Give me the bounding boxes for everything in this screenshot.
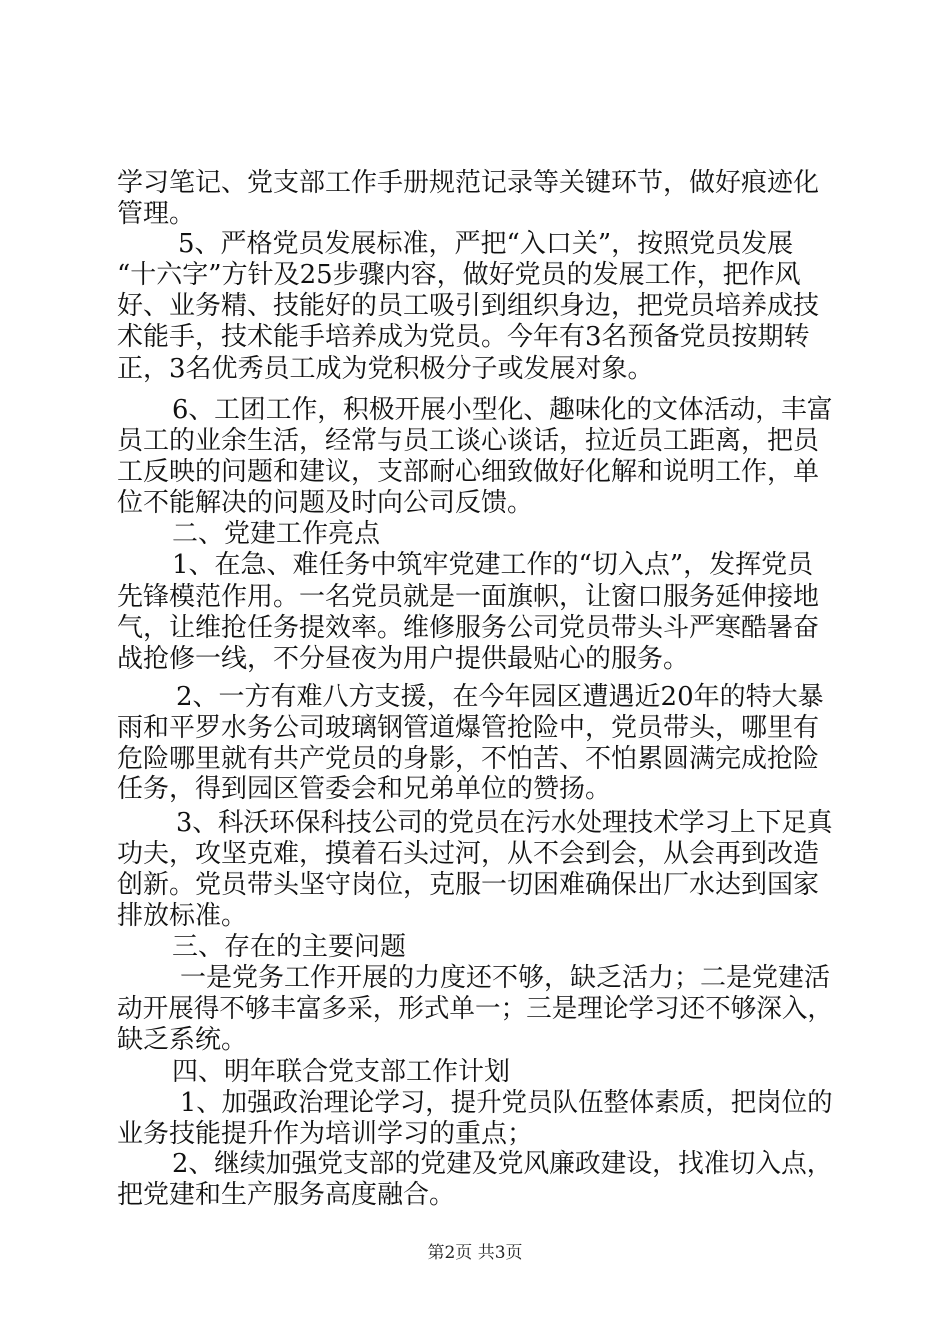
text-line: 位不能解决的问题及时向公司反馈。	[117, 488, 534, 518]
text-line: 功夫，攻坚克难，摸着石头过河，从不会到会，从会再到改造	[117, 839, 820, 869]
text-line: 一是党务工作开展的力度还不够，缺乏活力；二是党建活	[180, 963, 831, 993]
text-line: 员工的业余生活，经常与员工谈心谈话，拉近员工距离，把员	[117, 426, 820, 456]
text-line: 学习笔记、党支部工作手册规范记录等关键环节，做好痕迹化	[117, 168, 820, 198]
text-line: 战抢修一线，不分昼夜为用户提供最贴心的服务。	[117, 644, 690, 674]
text-line: 工反映的问题和建议，支部耐心细致做好化解和说明工作，单	[117, 457, 820, 487]
text-line: 把党建和生产服务高度融合。	[117, 1180, 456, 1210]
text-line: 气，让维抢任务提效率。维修服务公司党员带头斗严寒酷暑奋	[117, 613, 820, 643]
text-line: 排放标准。	[117, 901, 248, 931]
text-line: 缺乏系统。	[117, 1025, 248, 1055]
text-line: 任务，得到园区管委会和兄弟单位的赞扬。	[117, 774, 612, 804]
text-line: 危险哪里就有共产党员的身影，不怕苦、不怕累圆满完成抢险	[117, 744, 820, 774]
section-heading: 四、明年联合党支部工作计划	[172, 1057, 511, 1087]
text-line: 1、加强政治理论学习，提升党员队伍整体素质，把岗位的	[180, 1088, 833, 1118]
text-line: 2、一方有难八方支援，在今年园区遭遇近20年的特大暴	[176, 682, 824, 712]
text-line: 好、业务精、技能好的员工吸引到组织身边，把党员培养成技	[117, 291, 820, 321]
text-line: 术能手，技术能手培养成为党员。今年有3名预备党员按期转	[117, 322, 810, 352]
text-line: 1、在急、难任务中筑牢党建工作的“切入点”，发挥党员	[172, 550, 814, 580]
text-line: “十六字”方针及25步骤内容，做好党员的发展工作，把作风	[117, 260, 801, 290]
text-line: 动开展得不够丰富多采，形式单一；三是理论学习还不够深入，	[117, 994, 834, 1024]
page-footer	[0, 1242, 950, 1264]
section-heading: 二、党建工作亮点	[172, 519, 381, 549]
text-line: 正，3名优秀员工成为党积极分子或发展对象。	[117, 354, 654, 384]
text-line: 2、继续加强党支部的党建及党风廉政建设，找准切入点，	[172, 1149, 833, 1179]
text-line: 雨和平罗水务公司玻璃钢管道爆管抢险中，党员带头，哪里有	[117, 713, 820, 743]
text-line: 管理。	[117, 199, 196, 229]
text-line: 业务技能提升作为培训学习的重点；	[117, 1119, 534, 1149]
text-line: 6、工团工作，积极开展小型化、趣味化的文体活动，丰富	[172, 395, 833, 425]
text-line: 先锋模范作用。一名党员就是一面旗帜，让窗口服务延伸接地	[117, 582, 820, 612]
text-line: 创新。党员带头坚守岗位，克服一切困难确保出厂水达到国家	[117, 870, 820, 900]
text-line: 3、科沃环保科技公司的党员在污水处理技术学习上下足真	[176, 808, 833, 838]
text-line: 5、严格党员发展标准，严把“入口关”，按照党员发展	[178, 229, 794, 259]
section-heading: 三、存在的主要问题	[172, 932, 407, 962]
page-number: 第2页 共3页	[427, 1243, 523, 1263]
